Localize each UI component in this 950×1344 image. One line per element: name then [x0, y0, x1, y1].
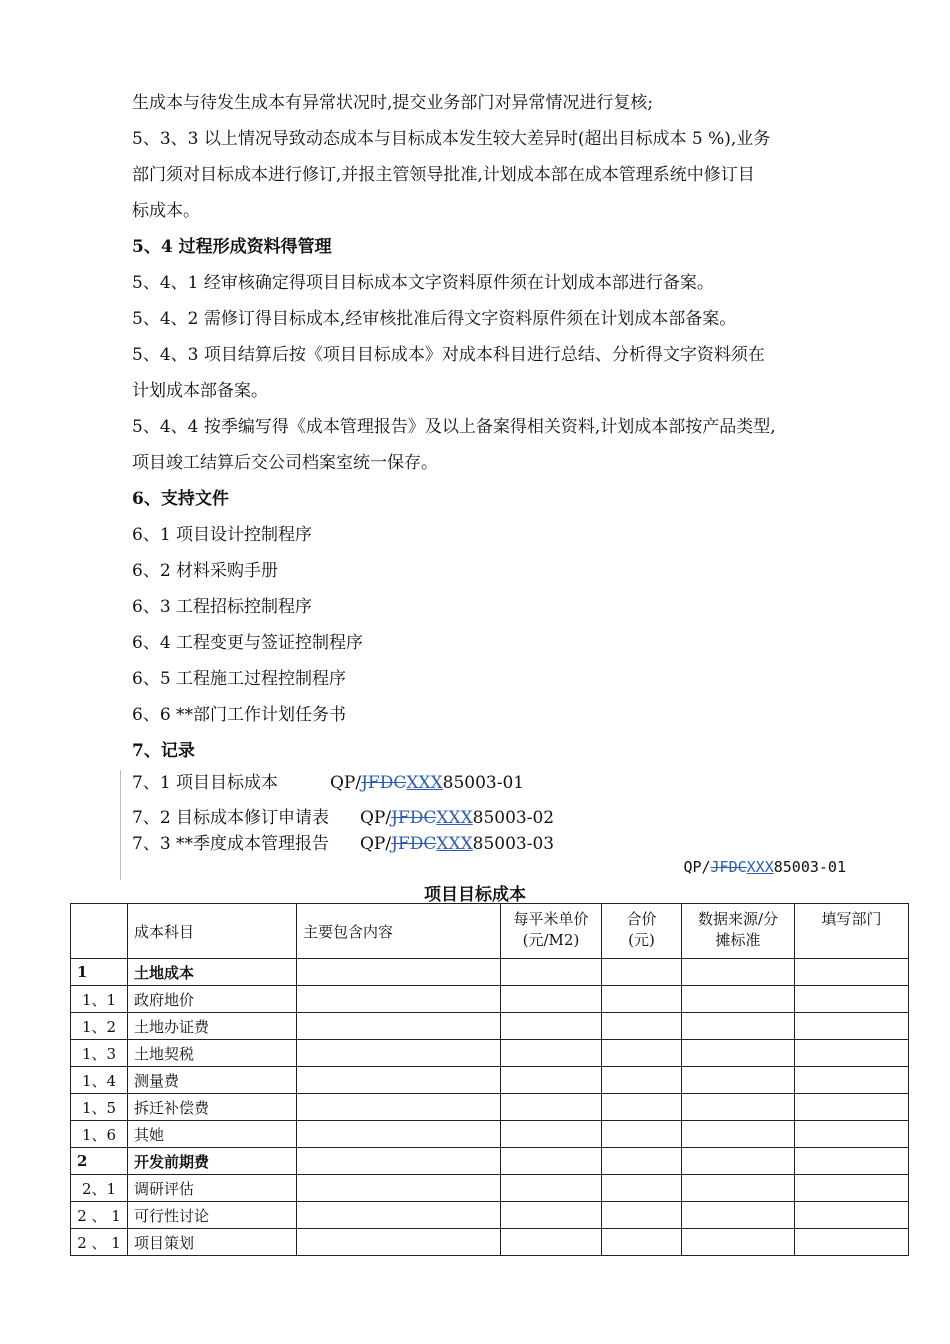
section-heading: 5、4 过程形成资料得管理: [132, 237, 332, 257]
row-number: 2、1: [71, 1175, 128, 1202]
record-item: [132, 807, 555, 829]
record-code-strike: JFDC: [361, 773, 407, 793]
row-cost-item: 调研评估: [128, 1175, 297, 1202]
row-number: 1、5: [71, 1094, 128, 1121]
empty-cell: [297, 1175, 501, 1202]
empty-cell: [501, 986, 602, 1013]
row-number: 1: [71, 959, 128, 986]
paragraph-line: 6、3 工程招标控制程序: [132, 597, 313, 617]
record-item: [132, 833, 555, 855]
record-code-under: XXX: [406, 773, 443, 793]
paragraph-line: 5、4、4 按季编写得《成本管理报告》及以上备案得相关资料,计划成本部按产品类型,: [132, 417, 776, 437]
section-heading: 6、支持文件: [132, 489, 229, 509]
empty-cell: [297, 1013, 501, 1040]
row-number: 2 、 1: [71, 1229, 128, 1256]
empty-cell: [682, 1067, 795, 1094]
table-row: [71, 1094, 909, 1121]
empty-cell: [795, 1148, 909, 1175]
row-number: 1、6: [71, 1121, 128, 1148]
form-reference: [683, 858, 846, 876]
empty-cell: [297, 986, 501, 1013]
table-row: [71, 1229, 909, 1256]
empty-cell: [682, 1202, 795, 1229]
paragraph-line: 6、6 **部门工作计划任务书: [132, 705, 347, 725]
header-no: [71, 904, 128, 959]
row-cost-item: 政府地价: [128, 986, 297, 1013]
empty-cell: [602, 1229, 682, 1256]
row-number: 2 、 1: [71, 1202, 128, 1229]
empty-cell: [602, 1067, 682, 1094]
paragraph-line: 部门须对目标成本进行修订,并报主管领导批准,计划成本部在成本管理系统中修订目: [132, 165, 755, 185]
record-code-code-suffix: 85003-03: [472, 834, 555, 854]
row-cost-item: 土地成本: [128, 959, 297, 986]
empty-cell: [297, 1067, 501, 1094]
table-row: [71, 1040, 909, 1067]
record-code-strike: JFDC: [391, 808, 437, 828]
row-cost-item: 其她: [128, 1121, 297, 1148]
header-data-source: [682, 904, 795, 959]
empty-cell: [682, 1175, 795, 1202]
empty-cell: [602, 1121, 682, 1148]
record-item: [132, 772, 525, 794]
empty-cell: [501, 959, 602, 986]
record-label: 7、2 目标成本修订申请表: [132, 808, 330, 828]
empty-cell: [297, 959, 501, 986]
table-row: [71, 1067, 909, 1094]
empty-cell: [795, 1067, 909, 1094]
empty-cell: [602, 1040, 682, 1067]
empty-cell: [682, 1094, 795, 1121]
row-number: 1、4: [71, 1067, 128, 1094]
row-cost-item: 土地契税: [128, 1040, 297, 1067]
row-cost-item: 开发前期费: [128, 1148, 297, 1175]
empty-cell: [602, 986, 682, 1013]
empty-cell: [602, 959, 682, 986]
row-cost-item: 拆迁补偿费: [128, 1094, 297, 1121]
header-data-source-line: 数据来源/分: [697, 910, 779, 928]
form-ref-inserted: XXX: [746, 858, 774, 876]
header-total-line: 合价: [626, 910, 657, 928]
empty-cell: [795, 1229, 909, 1256]
empty-cell: [501, 1067, 602, 1094]
record-code: [360, 833, 554, 855]
empty-cell: [682, 959, 795, 986]
header-content: 主要包含内容: [297, 904, 501, 959]
empty-cell: [795, 1094, 909, 1121]
header-data-source-line: 摊标准: [715, 931, 761, 949]
paragraph-line: 5、4、1 经审核确定得项目目标成本文字资料原件须在计划成本部进行备案。: [132, 273, 714, 293]
empty-cell: [501, 1175, 602, 1202]
row-cost-item: 土地办证费: [128, 1013, 297, 1040]
paragraph-line: 6、5 工程施工过程控制程序: [132, 669, 347, 689]
empty-cell: [501, 1040, 602, 1067]
table-row: [71, 959, 909, 986]
table-title: 项目目标成本: [424, 885, 526, 904]
empty-cell: [297, 1040, 501, 1067]
table-row: [71, 1013, 909, 1040]
form-ref-deleted: JFDC: [710, 858, 747, 876]
record-code-strike: JFDC: [391, 834, 437, 854]
header-department: 填写部门: [795, 904, 909, 959]
header-unit-price: [501, 904, 602, 959]
record-code-code-suffix: 85003-02: [472, 808, 555, 828]
empty-cell: [297, 1229, 501, 1256]
empty-cell: [297, 1202, 501, 1229]
header-unit-price-line: 每平米单价: [513, 910, 589, 928]
target-cost-table: [70, 903, 909, 1256]
empty-cell: [795, 986, 909, 1013]
paragraph-line: 生成本与待发生成本有异常状况时,提交业务部门对异常情况进行复核;: [132, 93, 654, 113]
record-code-code-prefix: QP/: [360, 834, 392, 854]
row-cost-item: 项目策划: [128, 1229, 297, 1256]
record-code-code-prefix: QP/: [330, 773, 362, 793]
paragraph-line: 6、1 项目设计控制程序: [132, 525, 313, 545]
paragraph-line: 5、4、3 项目结算后按《项目目标成本》对成本科目进行总结、分析得文字资料须在: [132, 345, 765, 365]
empty-cell: [795, 1175, 909, 1202]
empty-cell: [602, 1013, 682, 1040]
paragraph-line: 5、4、2 需修订得目标成本,经审核批准后得文字资料原件须在计划成本部备案。: [132, 309, 737, 329]
form-ref-prefix: QP/: [683, 858, 711, 876]
empty-cell: [297, 1094, 501, 1121]
empty-cell: [297, 1121, 501, 1148]
section-heading: 7、记录: [132, 741, 195, 761]
row-cost-item: 可行性讨论: [128, 1202, 297, 1229]
empty-cell: [682, 1013, 795, 1040]
empty-cell: [682, 1148, 795, 1175]
empty-cell: [682, 1040, 795, 1067]
empty-cell: [682, 1229, 795, 1256]
table-row: [71, 1148, 909, 1175]
record-code-code-suffix: 85003-01: [442, 773, 525, 793]
empty-cell: [682, 1121, 795, 1148]
empty-cell: [501, 1094, 602, 1121]
header-total-line: (元): [628, 931, 655, 949]
empty-cell: [602, 1175, 682, 1202]
empty-cell: [501, 1202, 602, 1229]
empty-cell: [682, 986, 795, 1013]
row-number: 1、2: [71, 1013, 128, 1040]
paragraph-line: 6、2 材料采购手册: [132, 561, 279, 581]
row-cost-item: 测量费: [128, 1067, 297, 1094]
empty-cell: [602, 1148, 682, 1175]
table-row: [71, 1121, 909, 1148]
table-row: [71, 1175, 909, 1202]
record-code-code-prefix: QP/: [360, 808, 392, 828]
empty-cell: [297, 1148, 501, 1175]
record-code: [330, 772, 524, 794]
table-header-row: [71, 904, 909, 959]
header-cost-item: 成本科目: [128, 904, 297, 959]
row-number: 1、3: [71, 1040, 128, 1067]
empty-cell: [602, 1094, 682, 1121]
paragraph-line: 5、3、3 以上情况导致动态成本与目标成本发生较大差异时(超出目标成本 5 %),业务: [132, 129, 771, 149]
empty-cell: [501, 1148, 602, 1175]
record-code-under: XXX: [436, 834, 473, 854]
empty-cell: [501, 1229, 602, 1256]
table-row: [71, 986, 909, 1013]
empty-cell: [795, 1202, 909, 1229]
revision-bar: [120, 770, 121, 880]
record-label: 7、3 **季度成本管理报告: [132, 834, 330, 854]
paragraph-line: 6、4 工程变更与签证控制程序: [132, 633, 364, 653]
empty-cell: [602, 1202, 682, 1229]
record-code-under: XXX: [436, 808, 473, 828]
form-ref-suffix: 85003-01: [773, 858, 846, 876]
record-label: 7、1 项目目标成本: [132, 773, 279, 793]
row-number: 1、1: [71, 986, 128, 1013]
empty-cell: [795, 1013, 909, 1040]
header-unit-price-line: (元/M2): [522, 931, 580, 949]
record-code: [360, 807, 554, 829]
empty-cell: [795, 1040, 909, 1067]
paragraph-line: 标成本。: [132, 201, 200, 221]
paragraph-line: 计划成本部备案。: [132, 381, 268, 401]
row-number: 2: [71, 1148, 128, 1175]
empty-cell: [795, 959, 909, 986]
empty-cell: [501, 1013, 602, 1040]
empty-cell: [795, 1121, 909, 1148]
header-total: [602, 904, 682, 959]
paragraph-line: 项目竣工结算后交公司档案室统一保存。: [132, 453, 438, 473]
empty-cell: [501, 1121, 602, 1148]
table-row: [71, 1202, 909, 1229]
